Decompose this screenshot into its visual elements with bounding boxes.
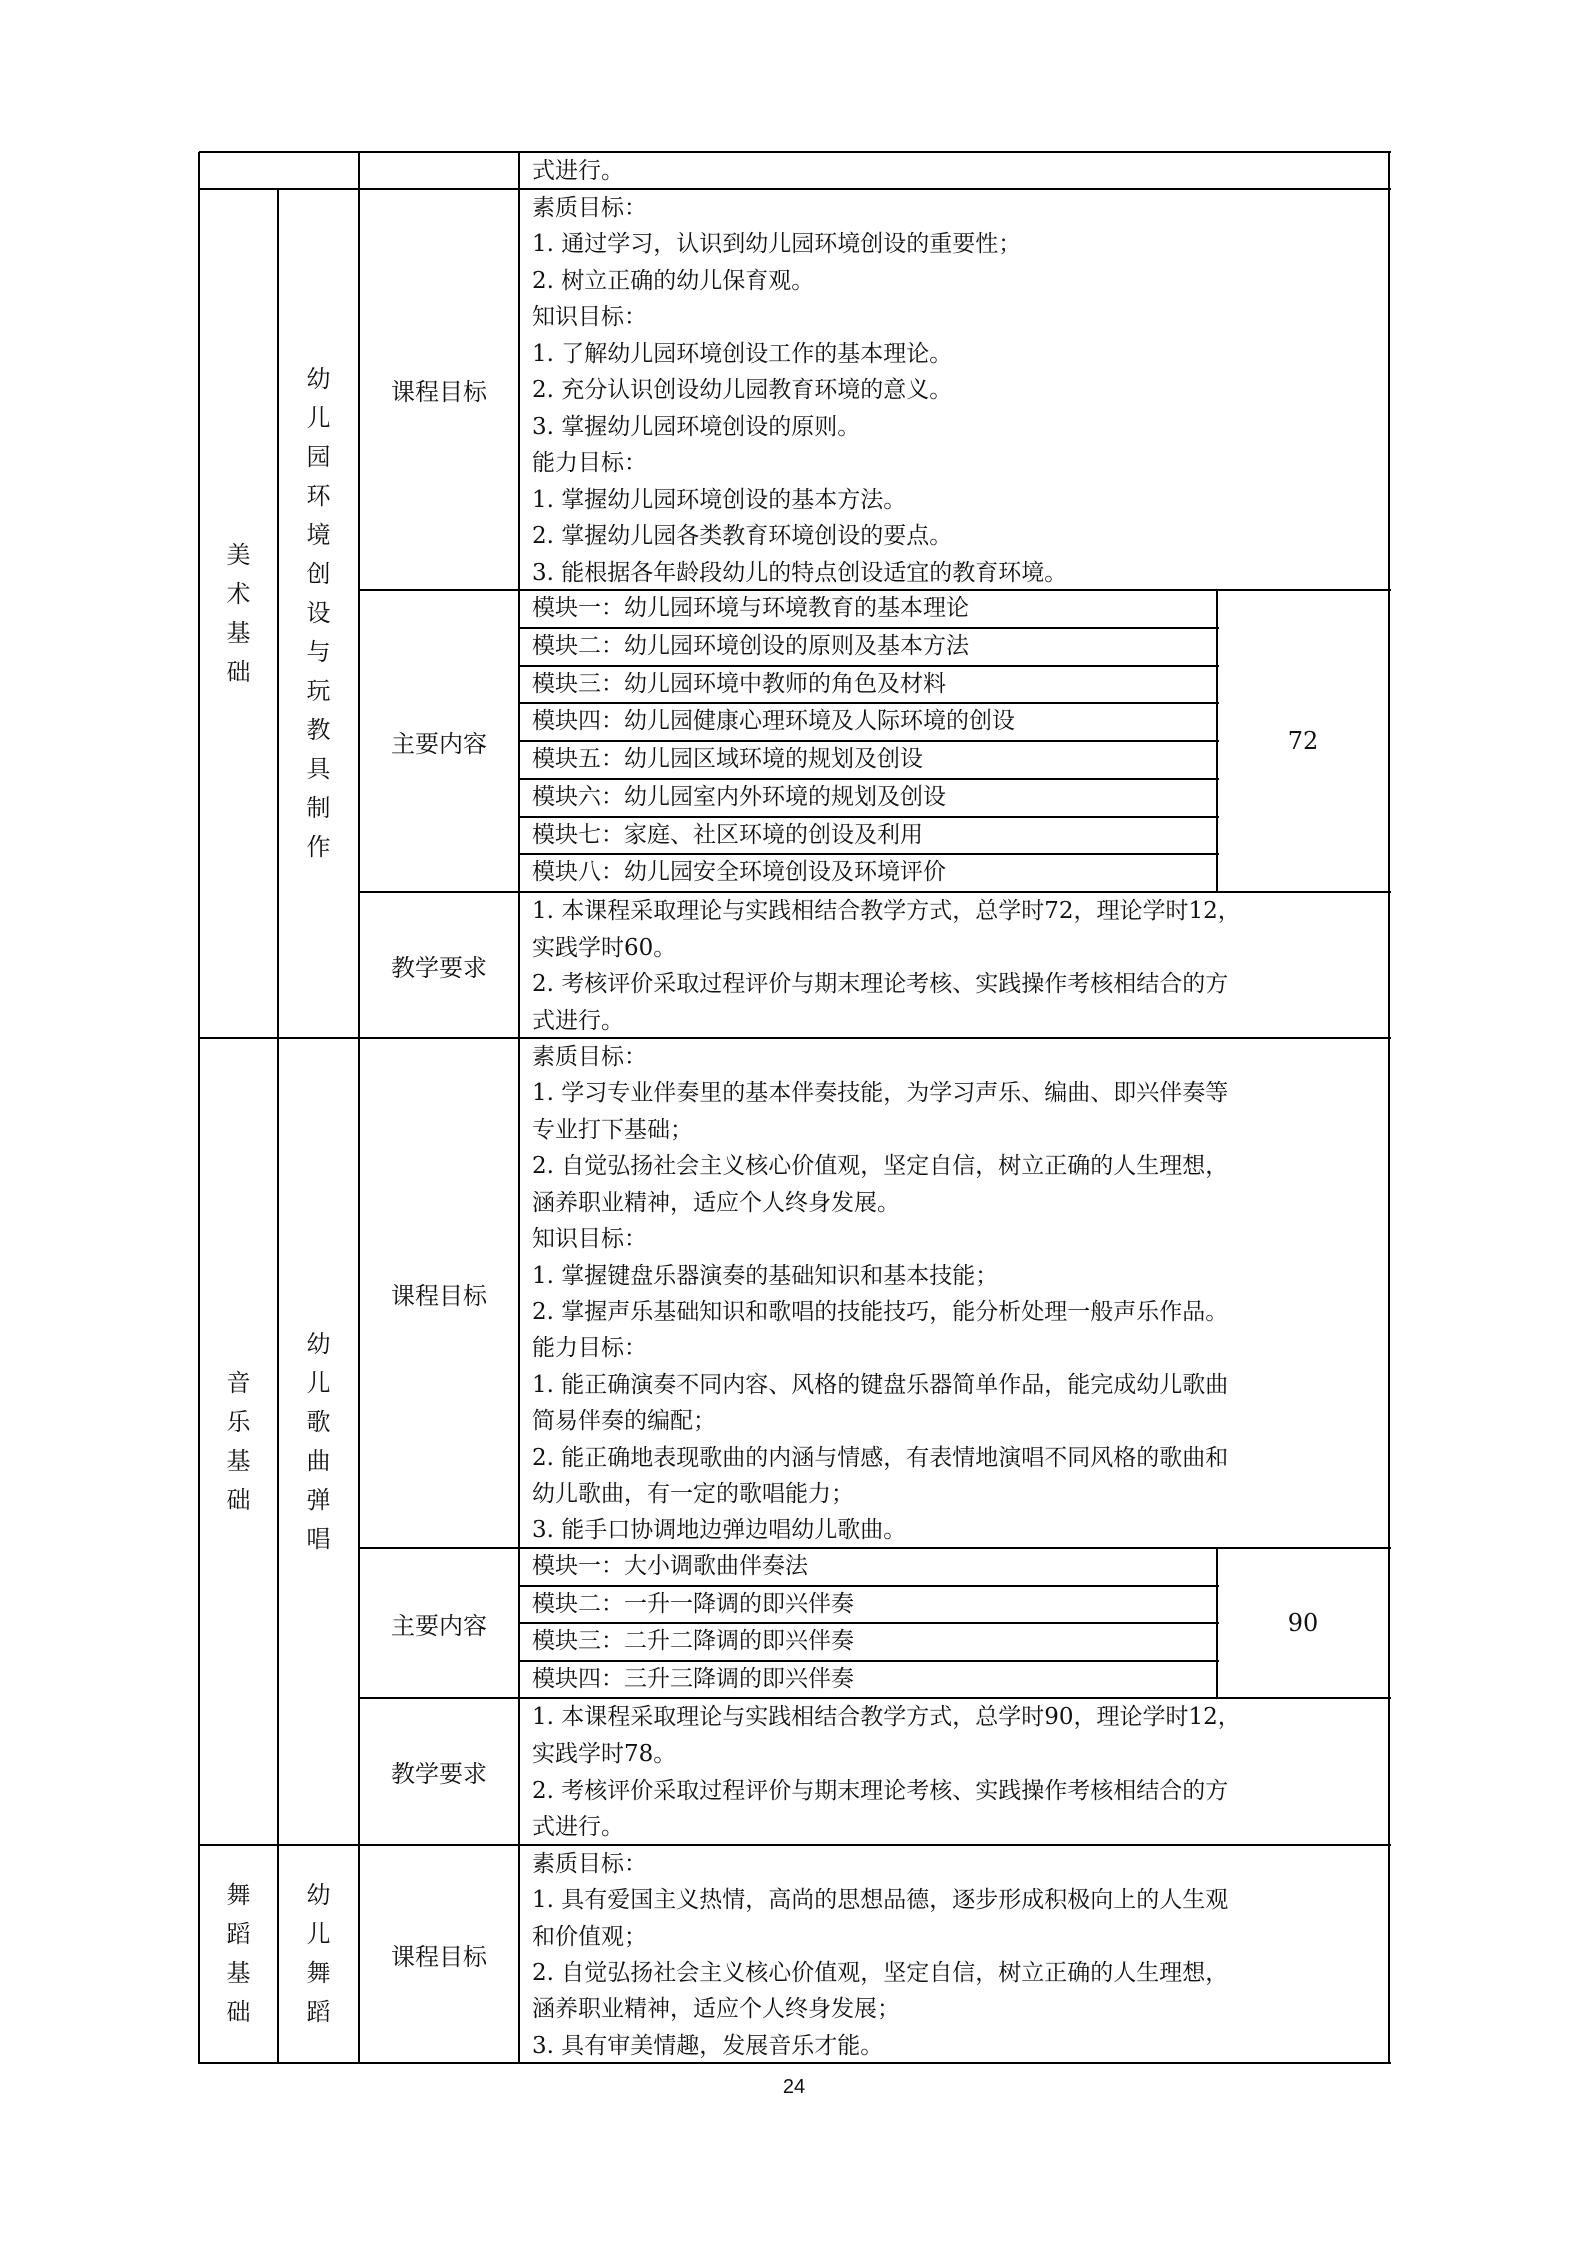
module-item: 模块三：幼儿园环境中教师的角色及材料 [532,670,946,697]
content-label: 主要内容 [391,1611,487,1640]
text-line: 2. 考核评价采取过程评价与期末理论考核、实践操作考核相结合的方 [532,971,1229,997]
table-rule [518,152,520,190]
text-line: 2. 自觉弘扬社会主义核心价值观，坚定自信，树立正确的人生理想， [532,1153,1229,1180]
text-line: 2. 充分认识创设幼儿园教育环境的意义。 [532,377,953,404]
text-line: 3. 具有审美情趣，发展音乐才能。 [532,2032,884,2059]
goals-content [519,1039,1389,1549]
text-line: 式进行。 [532,1007,624,1034]
text-line: 1. 能正确演奏不同内容、风格的键盘乐器简单作品，能完成幼儿歌曲 [532,1371,1229,1398]
text-line: 能力目标： [532,1335,647,1362]
goal-label: 课程目标 [391,1942,487,1971]
module-item: 模块二：一升一降调的即兴伴奏 [532,1590,854,1617]
module-item: 模块五：幼儿园区域环境的规划及创设 [532,746,923,772]
module-item: 模块四：幼儿园健康心理环境及人际环境的创设 [532,708,1015,735]
text-line: 实践学时78。 [532,1740,677,1767]
text-line: 2. 考核评价采取过程评价与期末理论考核、实践操作考核相结合的方 [532,1777,1229,1804]
table-bottom-border [199,2062,1391,2064]
text-line: 式进行。 [532,1814,624,1841]
text-line: 1. 具有爱国主义热情，高尚的思想品德，逐步形成积极向上的人生观 [532,1887,1229,1914]
course-name: 幼 儿 舞 蹈 [306,1881,331,2026]
goals-content [519,1846,1389,2064]
text-line: 专业打下基础； [532,1116,693,1143]
requirement-label: 教学要求 [391,953,487,982]
text-line: 涵养职业精神，适应个人终身发展； [532,1996,900,2023]
text-line: 1. 了解幼儿园环境创设工作的基本理论。 [532,340,953,367]
goal-label: 课程目标 [391,378,487,406]
text-line: 幼儿歌曲，有一定的歌唱能力； [532,1481,854,1508]
text-line: 素质目标： [532,1851,647,1877]
category-label: 美 术 基 础 [226,540,251,686]
text-line: 素质目标： [532,195,647,221]
text-line: 知识目标： [532,1226,647,1253]
requirements-content [519,893,1389,1039]
table-right-border [1388,152,1390,2064]
requirements-content [519,1699,1389,1846]
text-line: 简易伴奏的编配； [532,1408,716,1435]
text-line: 2. 能正确地表现歌曲的内涵与情感，有表情地演唱不同风格的歌曲和 [532,1444,1229,1471]
text-line: 2. 树立正确的幼儿保育观。 [532,267,815,294]
text-line: 3. 能根据各年龄段幼儿的特点创设适宜的教育环境。 [532,559,1068,586]
module-item: 模块七：家庭、社区环境的创设及利用 [532,821,923,848]
module-item: 模块六：幼儿园室内外环境的规划及创设 [532,783,946,810]
module-item: 模块一：大小调歌曲伴奏法 [532,1553,808,1579]
goals-content [519,190,1389,591]
content-label: 主要内容 [391,729,487,758]
page-number: 24 [782,2076,806,2098]
requirement-label: 教学要求 [391,1760,487,1788]
text-line: 和价值观； [532,1923,647,1950]
text-line: 能力目标： [532,450,647,477]
text-line: 素质目标： [532,1044,647,1070]
module-item: 模块四：三升三降调的即兴伴奏 [532,1665,854,1692]
text-line: 1. 通过学习，认识到幼儿园环境创设的重要性； [532,231,1022,258]
text-line: 1. 本课程采取理论与实践相结合教学方式，总学时90，理论学时12， [532,1704,1241,1730]
text-line: 2. 掌握幼儿园各类教育环境创设的要点。 [532,523,953,550]
text-line: 3. 能手口协调地边弹边唱幼儿歌曲。 [532,1517,907,1544]
text-line: 1. 学习专业伴奏里的基本伴奏技能，为学习声乐、编曲、即兴伴奏等 [532,1080,1229,1107]
table-left-border [198,152,200,2064]
module-item: 模块二：幼儿园环境创设的原则及基本方法 [532,632,969,659]
text-line: 1. 掌握键盘乐器演奏的基础知识和基本技能； [532,1262,999,1289]
text-line: 2. 自觉弘扬社会主义核心价值观，坚定自信，树立正确的人生理想， [532,1959,1229,1986]
text-line: 2. 掌握声乐基础知识和歌唱的技能技巧，能分析处理一般声乐作品。 [532,1298,1229,1325]
text-line: 3. 掌握幼儿园环境创设的原则。 [532,413,861,440]
table-rule [358,152,360,190]
text-line: 涵养职业精神，适应个人终身发展。 [532,1189,900,1216]
category-label: 舞 蹈 基 础 [226,1881,251,2026]
text-line: 实践学时60。 [532,934,677,961]
text-line: 1. 本课程采取理论与实践相结合教学方式，总学时72，理论学时12， [532,898,1241,924]
course-name: 幼 儿 园 环 境 创 设 与 玩 教 具 制 作 [306,365,331,861]
course-name: 幼 儿 歌 曲 弹 唱 [306,1329,331,1553]
module-item: 模块三：二升二降调的即兴伴奏 [532,1628,854,1654]
hours-value: 72 [1287,727,1319,755]
module-item: 模块一：幼儿园环境与环境教育的基本理论 [532,595,969,621]
goal-label: 课程目标 [391,1281,487,1310]
category-label: 音 乐 基 础 [226,1368,251,1514]
text-line: 1. 掌握幼儿园环境创设的基本方法。 [532,486,907,513]
hours-value: 90 [1287,1609,1319,1637]
module-item: 模块八：幼儿园安全环境创设及环境评价 [532,859,946,886]
carryover-text: 式进行。 [532,158,624,184]
text-line: 知识目标： [532,304,647,331]
